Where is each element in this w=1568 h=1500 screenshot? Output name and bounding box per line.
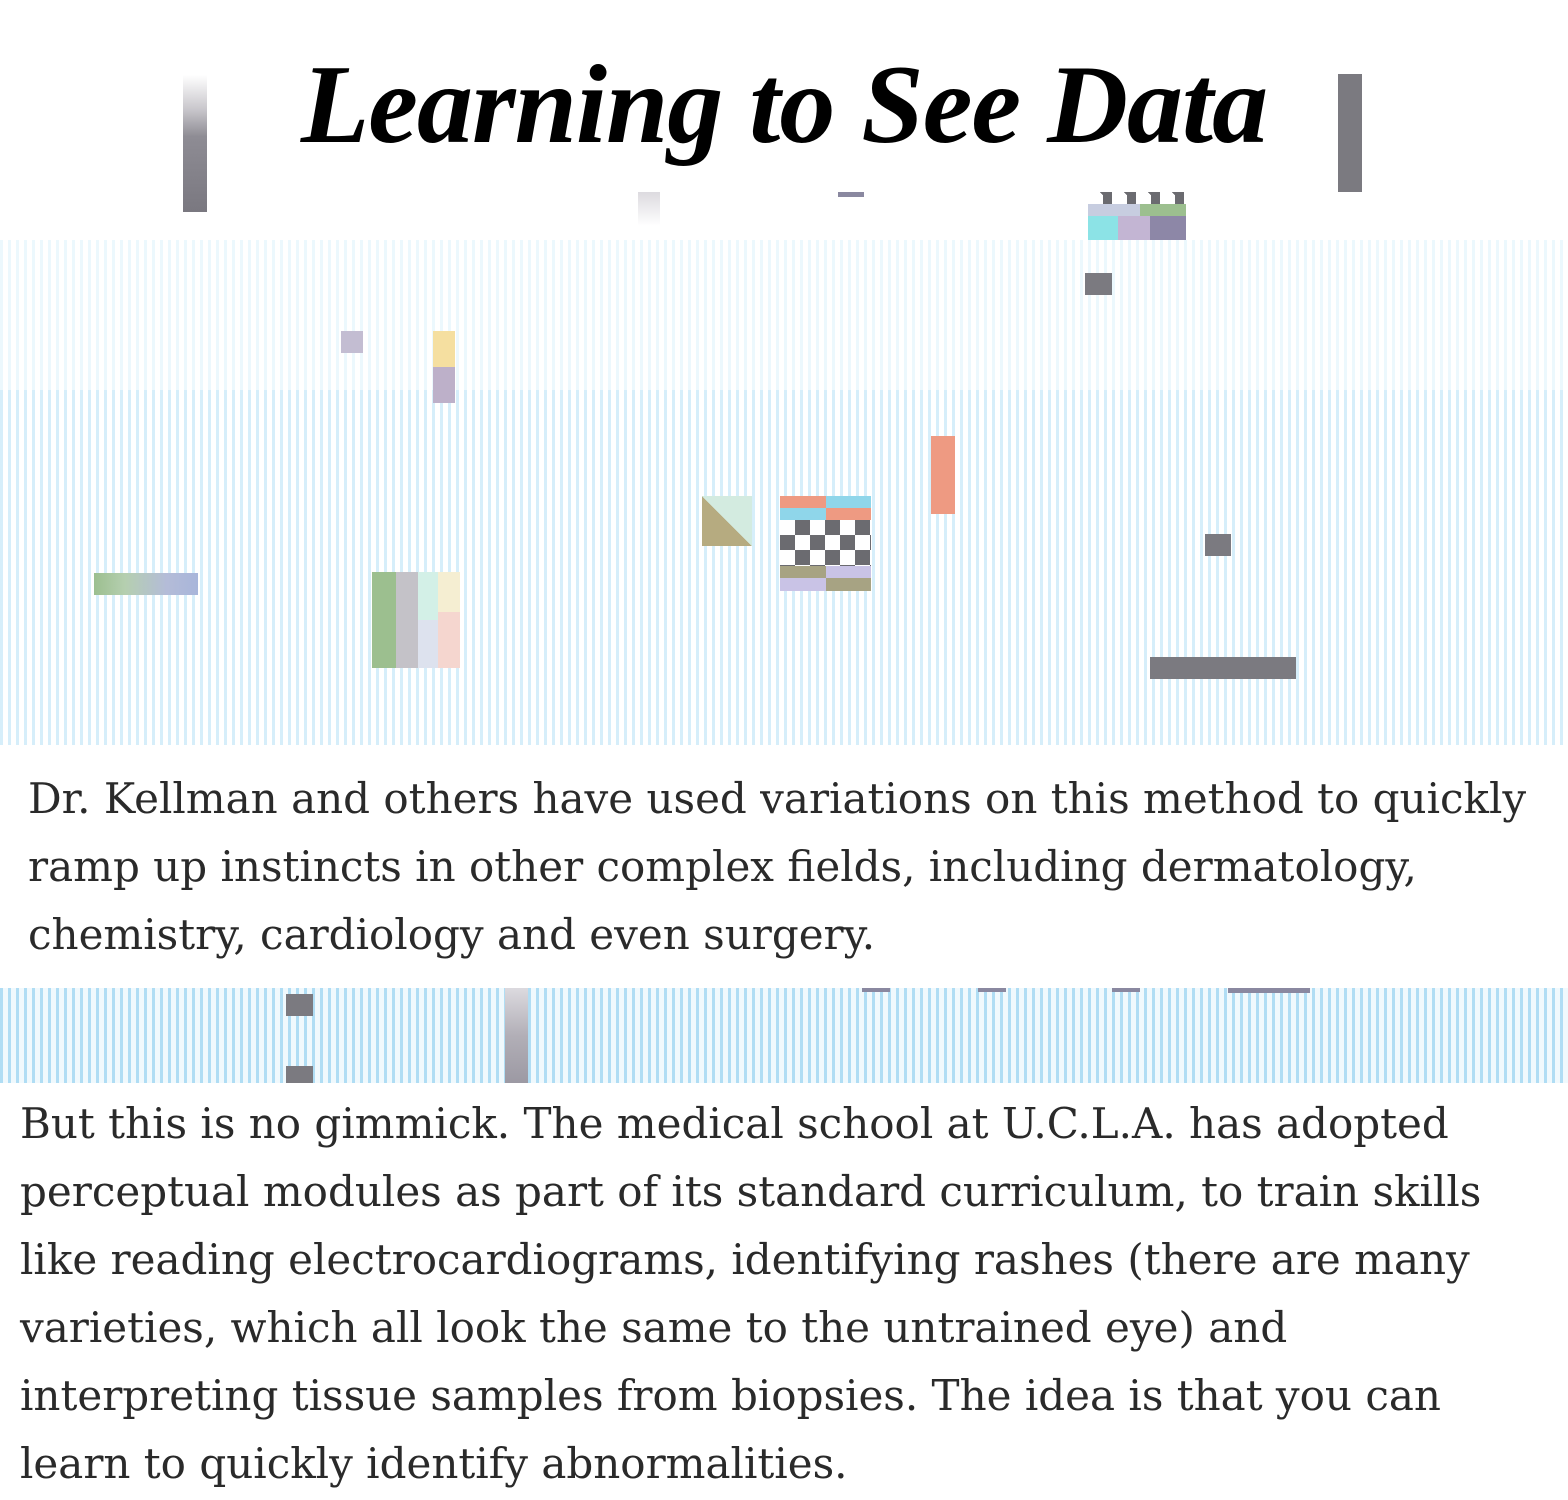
lavender-square [341, 331, 363, 353]
mini-grid-block [1088, 192, 1186, 248]
band-square-1 [286, 994, 313, 1016]
band-tick-4 [1228, 988, 1310, 993]
header-bar-right [1338, 74, 1362, 192]
band-tick-1 [862, 988, 890, 992]
horizontal-gradient-bar [94, 573, 198, 595]
header-tick-1 [638, 192, 660, 226]
paragraph-1: Dr. Kellman and others have used variations on this method to quickly ramp up instincts in other complex fields, including dermatology, chemistry, cardiology and even surgery. [28, 774, 1527, 959]
long-gray-bar [1150, 657, 1296, 679]
triangle-block [702, 496, 752, 546]
stacked-columns-block [372, 572, 460, 668]
band-square-2 [286, 1066, 313, 1083]
header-bar-left [183, 75, 207, 212]
band-tick-2 [978, 988, 1006, 992]
band-tick-3 [1112, 988, 1140, 992]
data-graphic-band [0, 988, 1568, 1083]
headline: Learning to See Data [300, 43, 1268, 167]
salmon-bar [931, 436, 955, 514]
paragraph-2: But this is no gimmick. The medical school at U.C.L.A. has adopted perceptual modules as part of its standard curriculum, to train skills like reading electrocardiograms, identifying rashes (there are many varieties, which all look the same to the untrained eye) and interpreting tissue samples from biopsies. The idea is that you can learn to quickly identify abnormalities. [20, 1099, 1482, 1488]
gray-square-2 [1205, 534, 1231, 556]
yellow-block [433, 331, 455, 367]
gray-square-1 [1085, 273, 1112, 295]
data-graphic-background-upper [0, 240, 1568, 390]
checker-grid-block [780, 496, 871, 596]
header-tick-2 [838, 192, 864, 197]
purple-block [433, 367, 455, 403]
band-vertical-bar [505, 988, 528, 1083]
